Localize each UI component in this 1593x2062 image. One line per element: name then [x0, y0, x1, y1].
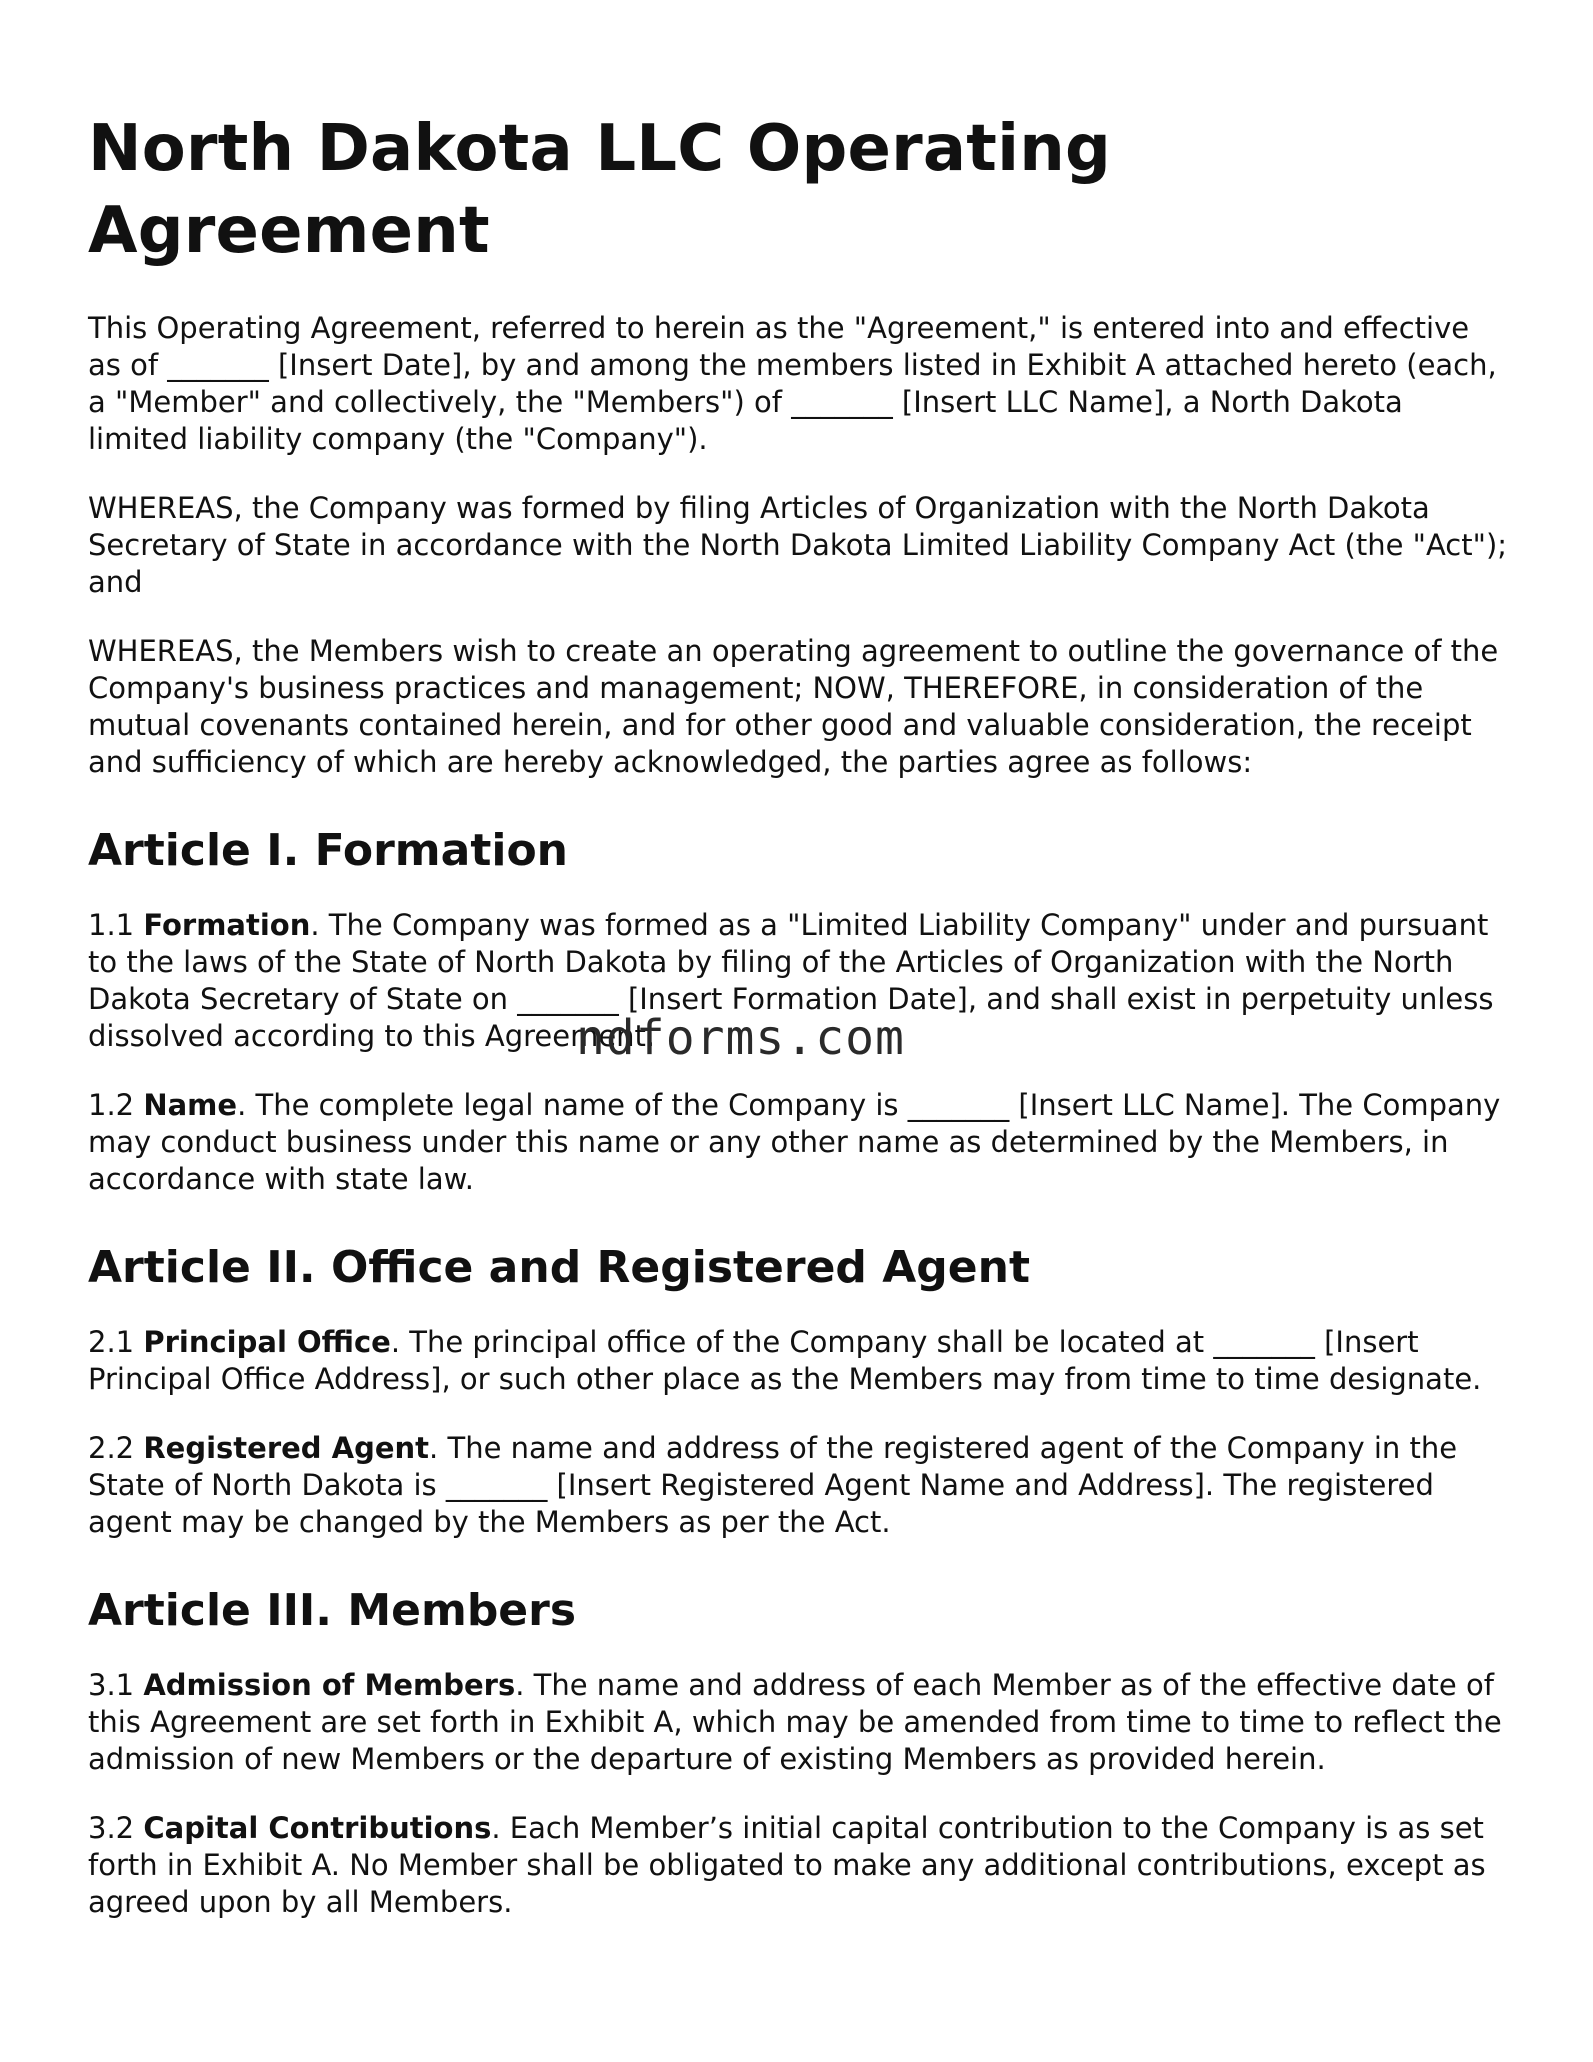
- section-term: Formation: [143, 908, 311, 942]
- section-2-2: [88, 1430, 1508, 1541]
- document-title: North Dakota LLC Operating Agreement: [88, 112, 1112, 268]
- article-3-heading: Article III. Members: [88, 1585, 577, 1636]
- section-number: 3.1: [88, 1668, 135, 1702]
- section-number: 3.2: [88, 1811, 135, 1845]
- section-text: . The name and address of each Member as of the effective date of this Agreement are set forth in Exhibit A, which may be amended from time to time to reflect the admission of new Members or the departure of existing Members as provided herein.: [88, 1668, 1502, 1776]
- section-number: 1.1: [88, 908, 135, 942]
- section-3-1: [88, 1667, 1508, 1778]
- section-text: . The Company was formed as a "Limited Liability Company" under and pursuant to the laws of the State of North Dakota by filing of the Articles of Organization with the North Dakota Secretary of State on _______ [Insert Formation Date], and shall exist in perpetuity unless dissolved according to this Agreement.: [88, 908, 1494, 1053]
- intro-paragraph: This Operating Agreement, referred to herein as the "Agreement," is entered into and effective as of _______ [Insert Date], by and among the members listed in Exhibit A attached hereto (each, a "Member" and collectively, the "Members") of _______ [Insert LLC Name], a North Dakota limited liability company (the "Company").: [88, 311, 1497, 456]
- section-term: Registered Agent: [143, 1431, 430, 1465]
- watermark: ndforms.com: [576, 1010, 905, 1066]
- section-term: Name: [143, 1088, 238, 1122]
- article-1-heading: Article I. Formation: [88, 825, 569, 876]
- section-text: . The principal office of the Company shall be located at _______ [Insert Principal Office Address], or such other place as the Members may from time to time designate.: [88, 1325, 1482, 1396]
- section-number: 2.1: [88, 1325, 135, 1359]
- section-term: Principal Office: [143, 1325, 391, 1359]
- section-1-2: [88, 1087, 1508, 1198]
- section-3-2: [88, 1810, 1508, 1921]
- section-number: 1.2: [88, 1088, 135, 1122]
- whereas-paragraph-1: WHEREAS, the Company was formed by filing Articles of Organization with the North Dakota Secretary of State in accordance with the North Dakota Limited Liability Company Act (the "Act"); and: [88, 491, 1508, 599]
- article-2-heading: Article II. Office and Registered Agent: [88, 1242, 1030, 1293]
- section-text: . The name and address of the registered agent of the Company in the State of North Dakota is _______ [Insert Registered Agent Name and Address]. The registered agent may be changed by the Members as per the Act.: [88, 1431, 1458, 1539]
- section-text: . The complete legal name of the Company is _______ [Insert LLC Name]. The Company may conduct business under this name or any other name as determined by the Members, in accordance with state law.: [88, 1088, 1501, 1196]
- whereas-paragraph-2: WHEREAS, the Members wish to create an operating agreement to outline the governance of the Company's business practices and management; NOW, THEREFORE, in consideration of the mutual covenants contained herein, and for other good and valuable consideration, the receipt and sufficiency of which are hereby acknowledged, the parties agree as follows:: [88, 634, 1499, 779]
- section-term: Admission of Members: [143, 1668, 516, 1702]
- section-term: Capital Contributions: [143, 1811, 492, 1845]
- section-2-1: [88, 1324, 1508, 1398]
- section-text: . Each Member’s initial capital contribution to the Company is as set forth in Exhibit A. No Member shall be obligated to make any additional contributions, except as agreed upon by all Members.: [88, 1811, 1486, 1919]
- section-number: 2.2: [88, 1431, 135, 1465]
